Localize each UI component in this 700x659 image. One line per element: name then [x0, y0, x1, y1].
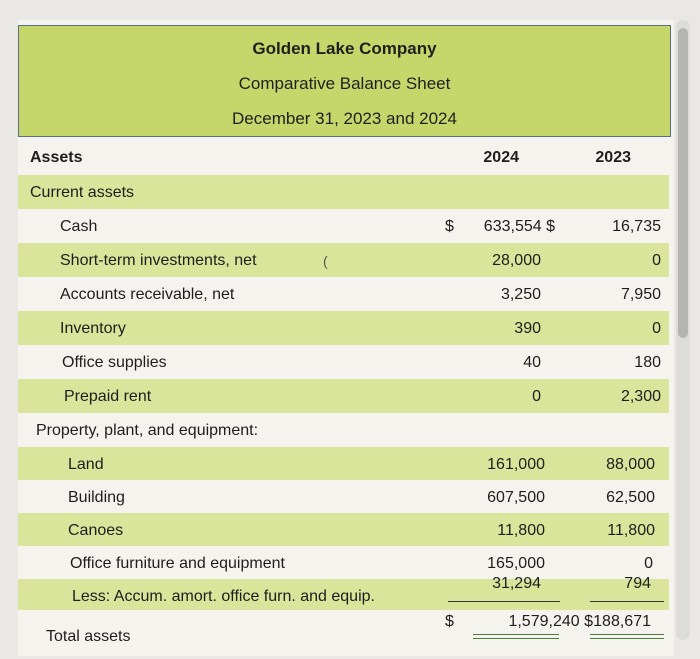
year-2024-heading: 2024: [483, 149, 519, 166]
row-label: Office furniture and equipment: [70, 555, 285, 572]
assets-heading: Assets: [30, 149, 83, 166]
table-row: [18, 379, 669, 413]
value-2023: 7,950: [620, 286, 661, 303]
row-label: Accounts receivable, net: [60, 286, 235, 303]
statement-title: Comparative Balance Sheet: [238, 74, 451, 93]
value-2023: 0: [652, 320, 661, 337]
statement-date: December 31, 2023 and 2024: [232, 109, 457, 128]
value-2024: 390: [514, 320, 541, 337]
balance-sheet: [18, 20, 674, 656]
total-label: Total assets: [46, 628, 131, 645]
scrollbar-thumb[interactable]: [678, 28, 688, 338]
value-2024: 40: [523, 354, 541, 371]
value-2023: 2,300: [620, 388, 661, 405]
total-2023: 188,671: [593, 613, 651, 630]
total-double-underline: [473, 634, 559, 639]
table-row: [18, 575, 669, 610]
row-label: Inventory: [60, 320, 126, 337]
table-row: [18, 345, 669, 379]
current-assets-row: [18, 175, 669, 209]
current-assets-label: Current assets: [30, 184, 135, 201]
value-2024: 3,250: [500, 286, 541, 303]
value-2024: 161,000: [487, 456, 545, 473]
ppe-label: Property, plant, and equipment:: [36, 422, 259, 439]
row-label: Land: [68, 456, 104, 473]
table-row: [18, 277, 669, 311]
value-2023: 180: [634, 354, 661, 371]
table-row: [18, 480, 669, 513]
column-header-row: [18, 141, 669, 175]
table-row: [18, 447, 669, 480]
company-name: Golden Lake Company: [252, 39, 437, 58]
row-label: Less: Accum. amort. office furn. and equip.: [72, 588, 375, 605]
dollar-sign: $: [445, 218, 454, 235]
row-label: Prepaid rent: [64, 388, 152, 405]
value-2024: 11,800: [497, 522, 545, 539]
value-2023: 794: [624, 575, 651, 592]
row-label: Canoes: [68, 522, 124, 539]
year-2023-heading: 2023: [595, 149, 631, 166]
total-2024: 1,579,240 $: [508, 613, 593, 630]
table-row: [18, 513, 669, 546]
row-label: Office supplies: [62, 354, 167, 371]
value-2024: 31,294: [492, 575, 541, 592]
value-2023: 88,000: [606, 456, 655, 473]
ppe-row: [18, 413, 669, 447]
value-2023: 11,800: [607, 522, 655, 539]
value-2024: 28,000: [492, 252, 541, 269]
value-2024: 165,000: [487, 555, 545, 572]
table-row: Short-term investments, net ( 28,000 0: [18, 243, 669, 277]
subtotal-underline: [590, 601, 664, 602]
total-row: [18, 610, 669, 656]
value-2023: 62,500: [606, 489, 655, 506]
row-label: Building: [68, 489, 125, 506]
vertical-scrollbar[interactable]: [676, 20, 690, 640]
value-2024: 0: [532, 388, 541, 405]
table-row: [18, 311, 669, 345]
total-double-underline: [590, 634, 664, 639]
row-label: Short-term investments, net: [60, 252, 257, 269]
table-row: [18, 209, 669, 243]
subtotal-underline: [448, 601, 560, 602]
row-label: Cash: [60, 218, 98, 235]
statement-header: [18, 25, 671, 137]
value-2024: 633,554 $: [483, 218, 555, 235]
table-row: [18, 546, 669, 579]
value-2023: 0: [652, 252, 661, 269]
dollar-sign: $: [445, 613, 454, 630]
value-2023: 16,735: [612, 218, 661, 235]
value-2023: 0: [644, 555, 653, 572]
value-2024: 607,500: [487, 489, 545, 506]
